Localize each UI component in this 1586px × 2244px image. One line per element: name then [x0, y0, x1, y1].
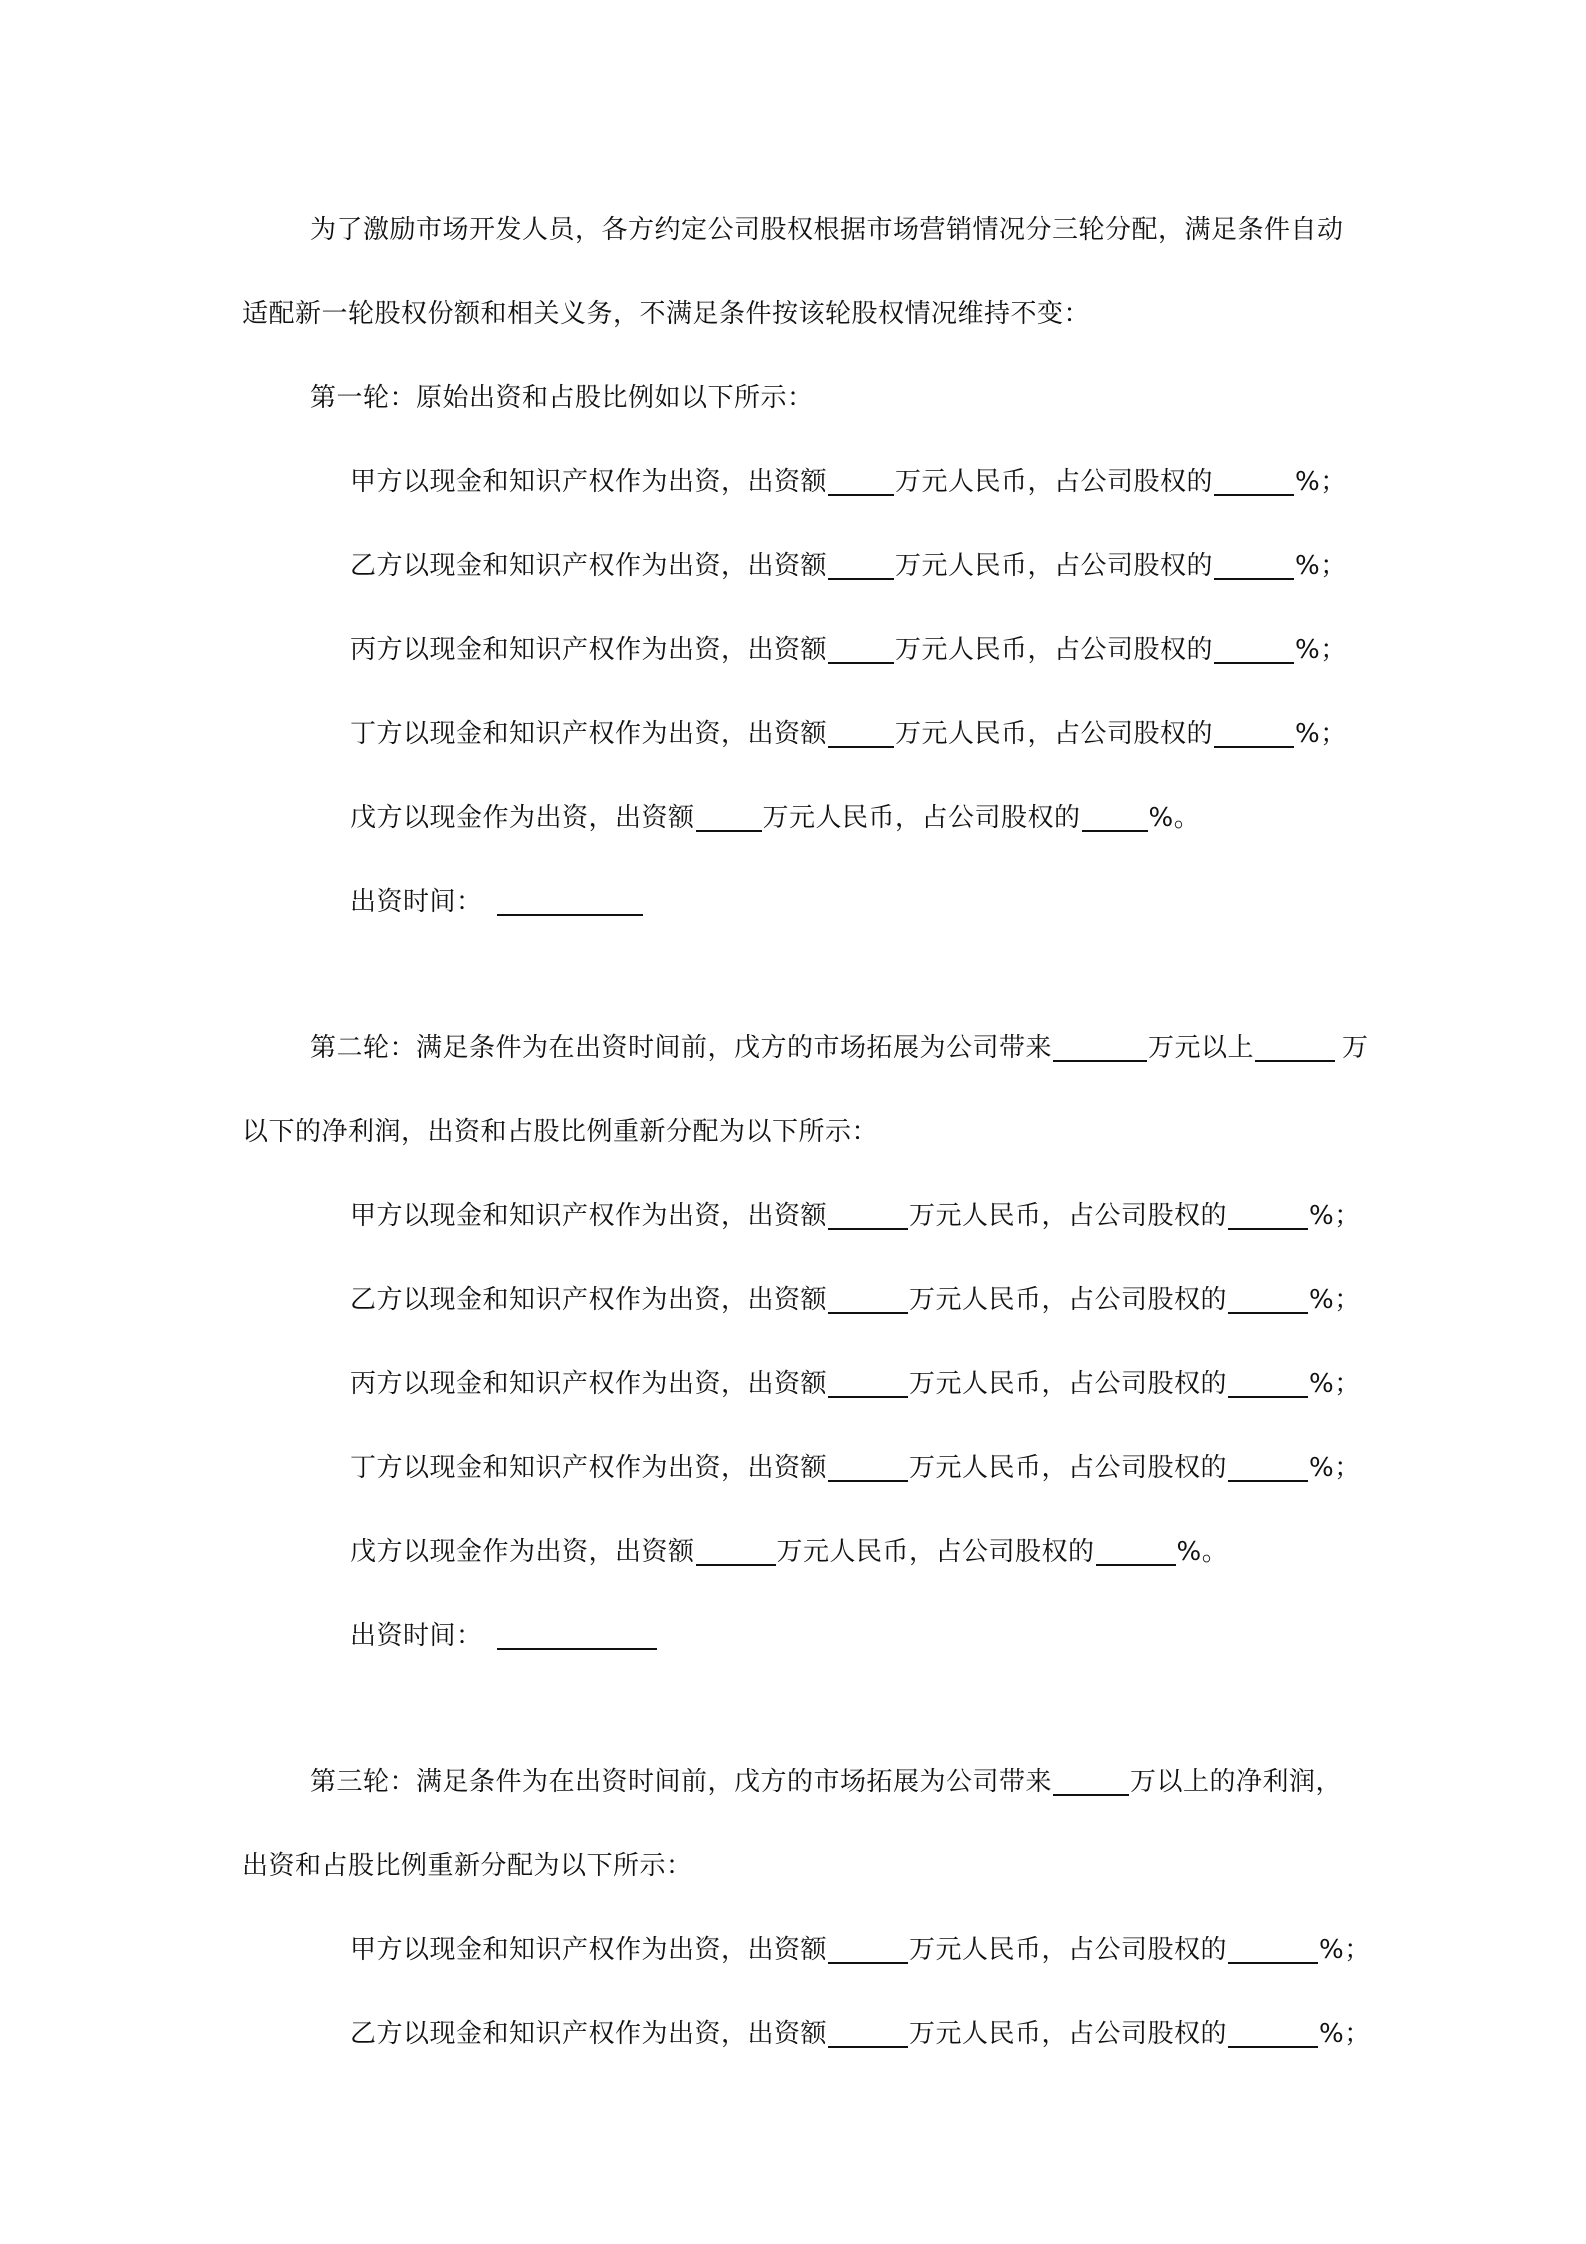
round2-heading-text-a: 第二轮：满足条件为在出资时间前，戊方的市场拓展为公司带来	[310, 1033, 1053, 1063]
party-text: 丁方以现金和知识产权作为出资，出资额	[350, 1453, 828, 1483]
party-text-end: %；	[1319, 2019, 1371, 2049]
party-text: 甲方以现金和知识产权作为出资，出资额	[350, 1935, 828, 1965]
round1-party-wu	[350, 800, 1200, 836]
time-label: 出资时间：	[350, 1621, 483, 1651]
amount-blank[interactable]	[828, 632, 894, 664]
intro-line-1	[310, 212, 1344, 248]
party-text-mid: 万元人民币，占公司股权的	[909, 1453, 1228, 1483]
round1-time	[350, 884, 644, 920]
percent-blank[interactable]	[1228, 2016, 1318, 2048]
party-text: 丙方以现金和知识产权作为出资，出资额	[350, 1369, 828, 1399]
round2-party-yi	[350, 1282, 1361, 1318]
percent-blank[interactable]	[1214, 716, 1294, 748]
party-text-end: %；	[1309, 1201, 1361, 1231]
percent-blank[interactable]	[1228, 1282, 1308, 1314]
profit-min-blank[interactable]	[1053, 1030, 1147, 1062]
round1-party-yi	[350, 548, 1347, 584]
round1-party-ding	[350, 716, 1347, 752]
round2-party-jia	[350, 1198, 1361, 1234]
time-label: 出资时间：	[350, 887, 483, 917]
amount-blank[interactable]	[828, 548, 894, 580]
amount-blank[interactable]	[828, 1932, 908, 1964]
round3-party-jia	[350, 1932, 1371, 1968]
party-text-end: %；	[1309, 1453, 1361, 1483]
time-blank[interactable]	[497, 1618, 657, 1650]
round3-heading-text-a: 第三轮：满足条件为在出资时间前，戊方的市场拓展为公司带来	[310, 1767, 1053, 1797]
amount-blank[interactable]	[696, 800, 762, 832]
party-text-end: %；	[1295, 719, 1347, 749]
party-text-mid: 万元人民币，占公司股权的	[909, 1201, 1228, 1231]
profit-min-blank[interactable]	[1053, 1764, 1129, 1796]
party-text-mid: 万元人民币，占公司股权的	[776, 1537, 1095, 1567]
amount-blank[interactable]	[696, 1534, 776, 1566]
round2-heading-line-1	[310, 1030, 1369, 1066]
round3-heading-line-2	[242, 1848, 693, 1884]
percent-blank[interactable]	[1096, 1534, 1176, 1566]
party-text-end: %；	[1309, 1369, 1361, 1399]
party-text: 戊方以现金作为出资，出资额	[350, 803, 695, 833]
round1-party-jia	[350, 464, 1347, 500]
amount-blank[interactable]	[828, 1198, 908, 1230]
round1-party-bing	[350, 632, 1347, 668]
percent-blank[interactable]	[1228, 1932, 1318, 1964]
percent-blank[interactable]	[1214, 632, 1294, 664]
party-text: 丙方以现金和知识产权作为出资，出资额	[350, 635, 828, 665]
party-text-mid: 万元人民币，占公司股权的	[895, 635, 1214, 665]
round2-heading-line-2	[242, 1114, 878, 1150]
party-text-mid: 万元人民币，占公司股权的	[895, 467, 1214, 497]
party-text: 甲方以现金和知识产权作为出资，出资额	[350, 1201, 828, 1231]
percent-blank[interactable]	[1228, 1450, 1308, 1482]
party-text-end: %；	[1319, 1935, 1371, 1965]
amount-blank[interactable]	[828, 716, 894, 748]
party-text-mid: 万元人民币，占公司股权的	[909, 2019, 1228, 2049]
round1-heading-text: 第一轮：原始出资和占股比例如以下所示：	[310, 383, 814, 413]
party-text-mid: 万元人民币，占公司股权的	[909, 1369, 1228, 1399]
amount-blank[interactable]	[828, 1282, 908, 1314]
party-text-end: %；	[1295, 551, 1347, 581]
round2-party-bing	[350, 1366, 1361, 1402]
amount-blank[interactable]	[828, 1450, 908, 1482]
intro-line-2	[242, 296, 1090, 332]
round2-heading-text-2: 以下的净利润，出资和占股比例重新分配为以下所示：	[242, 1117, 879, 1147]
profit-max-blank[interactable]	[1255, 1030, 1335, 1062]
party-text-end: %；	[1295, 467, 1347, 497]
round2-heading-text-b: 万元以上	[1148, 1033, 1255, 1063]
party-text: 甲方以现金和知识产权作为出资，出资额	[350, 467, 828, 497]
party-text-end: %；	[1309, 1285, 1361, 1315]
percent-blank[interactable]	[1228, 1198, 1308, 1230]
party-text: 乙方以现金和知识产权作为出资，出资额	[350, 551, 828, 581]
percent-blank[interactable]	[1228, 1366, 1308, 1398]
round3-heading-text-b: 万以上的净利润，	[1130, 1767, 1343, 1797]
intro-text-2: 适配新一轮股权份额和相关义务，不满足条件按该轮股权情况维持不变：	[242, 299, 1091, 329]
round3-heading-line-1	[310, 1764, 1342, 1800]
time-blank[interactable]	[497, 884, 643, 916]
amount-blank[interactable]	[828, 464, 894, 496]
party-text: 乙方以现金和知识产权作为出资，出资额	[350, 2019, 828, 2049]
percent-blank[interactable]	[1214, 548, 1294, 580]
party-text: 丁方以现金和知识产权作为出资，出资额	[350, 719, 828, 749]
round2-heading-text-c: 万	[1342, 1033, 1369, 1063]
party-text-mid: 万元人民币，占公司股权的	[895, 551, 1214, 581]
party-text-end: %；	[1295, 635, 1347, 665]
amount-blank[interactable]	[828, 1366, 908, 1398]
percent-blank[interactable]	[1082, 800, 1148, 832]
party-text: 乙方以现金和知识产权作为出资，出资额	[350, 1285, 828, 1315]
round1-heading	[310, 380, 814, 416]
percent-blank[interactable]	[1214, 464, 1294, 496]
party-text-mid: 万元人民币，占公司股权的	[762, 803, 1081, 833]
party-text-mid: 万元人民币，占公司股权的	[909, 1935, 1228, 1965]
round3-heading-text-2: 出资和占股比例重新分配为以下所示：	[242, 1851, 693, 1881]
party-text-end: %。	[1148, 803, 1201, 833]
party-text-end: %。	[1176, 1537, 1229, 1567]
round2-party-wu	[350, 1534, 1228, 1570]
amount-blank[interactable]	[828, 2016, 908, 2048]
intro-text-1: 为了激励市场开发人员，各方约定公司股权根据市场营销情况分三轮分配，满足条件自动	[310, 215, 1344, 245]
round2-party-ding	[350, 1450, 1361, 1486]
party-text: 戊方以现金作为出资，出资额	[350, 1537, 695, 1567]
party-text-mid: 万元人民币，占公司股权的	[895, 719, 1214, 749]
party-text-mid: 万元人民币，占公司股权的	[909, 1285, 1228, 1315]
round2-time	[350, 1618, 658, 1654]
round3-party-yi	[350, 2016, 1371, 2052]
